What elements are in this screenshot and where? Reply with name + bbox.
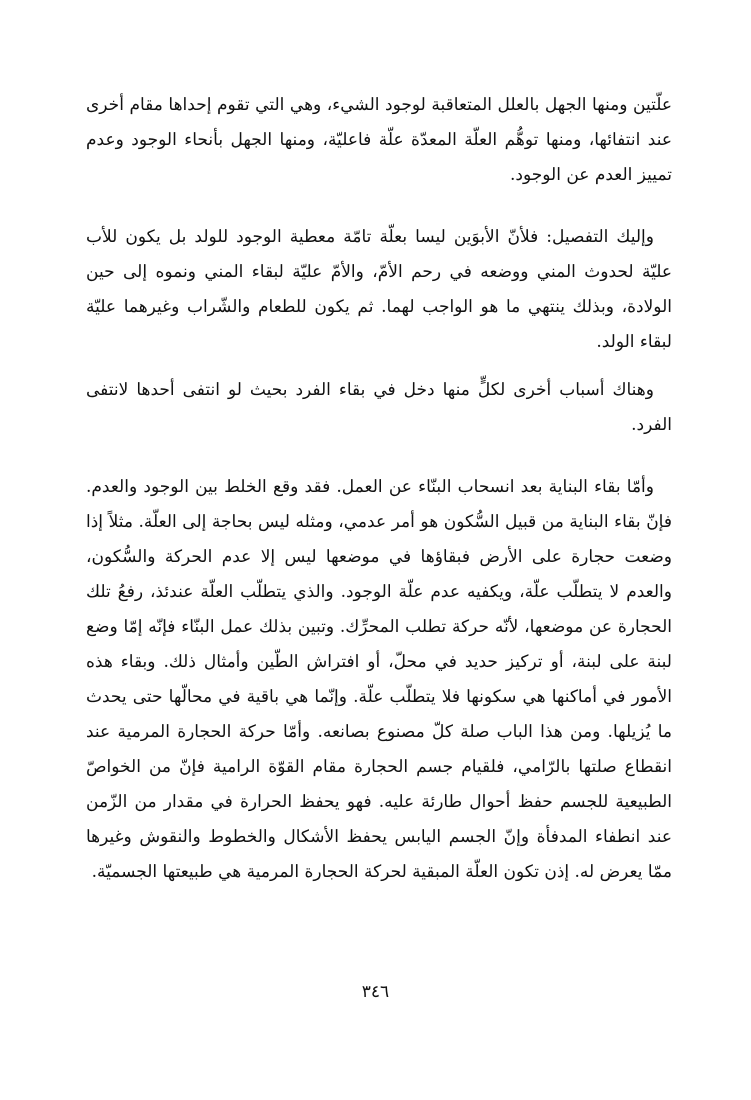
paragraph-3: وهناك أسباب أخرى لكلٍّ منها دخل في بقاء الفرد بحيث لو انتفى أحدها لانتفى الفرد. <box>86 380 672 435</box>
page-number: ٣٤٦ <box>361 982 390 1002</box>
paragraph-building <box>86 470 672 890</box>
paragraph-other-causes <box>86 373 672 443</box>
paragraph-details <box>86 220 672 360</box>
paragraph-continuation <box>86 88 672 193</box>
paragraph-1: علّتين ومنها الجهل بالعلل المتعاقبة لوجود الشيء، وهي التي تقوم إحداها مقام أخرى عند انتفائها، ومنها توهُّم العلّة المعدّة علّة فاعليّة، ومنها الجهل بأنحاء الوجود وعدم تمييز العدم عن الوجود. <box>86 95 672 185</box>
paragraph-4: وأمّا بقاء البناية بعد انسحاب البنّاء عن العمل. فقد وقع الخلط بين الوجود والعدم. فإنّ بقاء البناية من قبيل السُّكون هو أمر عدمي، ومثله ليس بحاجة إلى العلّة. مثلاً إذا وضعت حجارة على الأرض فبقاؤها في موضعها ليس إلا عدم الحركة والسُّكون، والعدم لا يتطلّب علّة، ويكفيه عدم علّة الوجود. والذي يتطلّب العلّة عندئذ، رفعُ تلك الحجارة عن موضعها، لأنّه حركة تطلب المحرِّك. وتبين بذلك عمل البنّاء فإنّه إمّا وضع لبنة على لبنة، أو تركيز حديد في محلّ، أو افتراش الطّين وأمثال ذلك. وبقاء هذه الأمور في أماكنها هي سكونها فلا يتطلّب علّة. وإنّما هي باقية في محالّها حتى يحدث ما يُزيلها. ومن هذا الباب صلة كلّ مصنوع بصانعه. وأمّا حركة الحجارة المرمية عند انقطاع صلتها بالرّامي، فلقيام جسم الحجارة مقام القوّة الرامية فإنّ من الخواصّ الطبيعية للجسم حفظ أحوال طارئة عليه. فهو يحفظ الحرارة في مقدار من الزّمن عند انطفاء المدفأة وإنّ الجسم اليابس يحفظ الأشكال والخطوط والنقوش وغيرها ممّا يعرض له. إذن تكون العلّة المبقية لحركة الحجارة المرمية هي طبيعتها الجسميّة. <box>86 477 672 882</box>
paragraph-2: وإليك التفصيل: فلأنّ الأبوَين ليسا بعلّة تامّة معطية الوجود للولد بل يكون للأب عليّة لحدوث المني ووضعه في رحم الأمّ، والأمّ عليّة لبقاء المني ونموه إلى حين الولادة، وبذلك ينتهي ما هو الواجب لهما. ثم يكون للطعام والشّراب وغيرهما عليّة لبقاء الولد. <box>86 227 672 352</box>
